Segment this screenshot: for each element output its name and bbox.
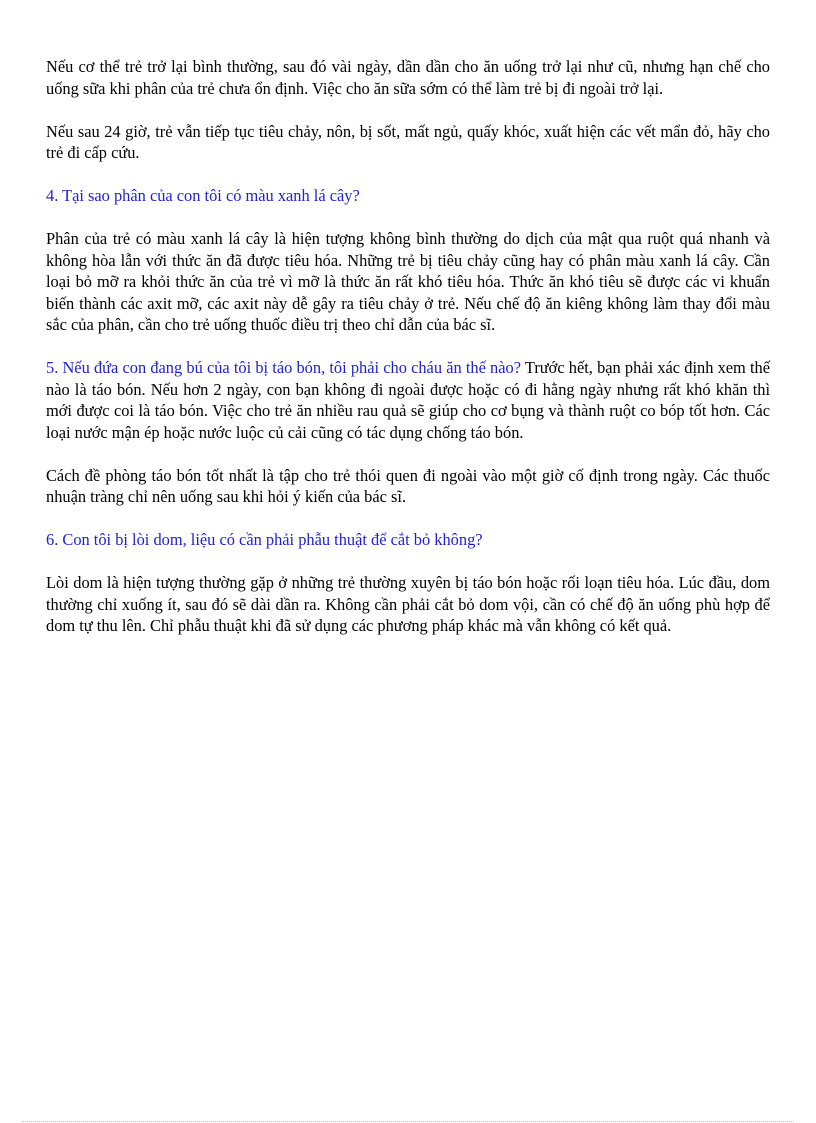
- paragraph-4-text: Phân của trẻ có màu xanh lá cây là hiện tượng không bình thường do dịch của mật qua ruột quá nhanh và không hòa lẫn với thức ăn đã được tiêu hóa. Những trẻ bị tiêu chảy cũng hay có phân màu xanh lá cây. Cần loại bỏ mỡ ra khỏi thức ăn của trẻ vì mỡ là thức ăn rất khó tiêu hóa. Thức ăn khó tiêu sẽ được các vi khuẩn biến thành các axit mỡ, các axit này dễ gây ra tiêu chảy ở trẻ. Nếu chế độ ăn kiêng không làm thay đổi màu sắc của phân, cần cho trẻ uống thuốc điều trị theo chỉ dẫn của bác sĩ.: [46, 229, 770, 334]
- paragraph-1: [46, 56, 770, 99]
- paragraph-6-text: Cách đề phòng táo bón tốt nhất là tập cho trẻ thói quen đi ngoài vào một giờ cố định trong ngày. Các thuốc nhuận tràng chỉ nên uống sau khi hỏi ý kiến của bác sĩ.: [46, 465, 770, 506]
- question-5-heading-text: 5. Nếu đứa con đang bú của tôi bị táo bón, tôi phải cho cháu ăn thế nào?: [46, 358, 521, 377]
- paragraph-8-text: Lòi dom là hiện tượng thường gặp ở những trẻ thường xuyên bị táo bón hoặc rối loạn tiêu hóa. Lúc đầu, dom thường chỉ xuống ít, sau đó sẽ dài dần ra. Không cần phải cắt bỏ dom vội, cần có chế độ ăn uống phù hợp để dom tự thu lên. Chỉ phẫu thuật khi đã sử dụng các phương pháp khác mà vẫn không có kết quả.: [46, 573, 770, 635]
- paragraph-1-text: Nếu cơ thể trẻ trở lại bình thường, sau đó vài ngày, dần dần cho ăn uống trở lại như cũ, nhưng hạn chế cho uống sữa khi phân của trẻ chưa ổn định. Việc cho ăn sữa sớm có thể làm trẻ bị đi ngoài trở lại.: [46, 57, 770, 98]
- question-4-heading-text: 4. Tại sao phân của con tôi có màu xanh lá cây?: [46, 186, 360, 205]
- paragraph-6: [46, 465, 770, 508]
- paragraph-2-text: Nếu sau 24 giờ, trẻ vẫn tiếp tục tiêu chảy, nôn, bị sốt, mất ngủ, quấy khóc, xuất hiện các vết mẩn đỏ, hãy cho trẻ đi cấp cứu.: [46, 121, 770, 162]
- question-5-answer-text: Trước hết, bạn phải xác định xem thế nào là táo bón. Nếu hơn 2 ngày, con bạn không đi ngoài được hoặc có đi hằng ngày nhưng rất khó khăn thì mới được coi là táo bón. Việc cho trẻ ăn nhiều rau quả sẽ giúp cho cơ bụng và thành ruột co bóp tốt hơn. Các loại nước mận ép hoặc nước luộc củ cải cũng có tác dụng chống táo bón.: [46, 358, 770, 442]
- document-page: [46, 56, 770, 658]
- paragraph-8: [46, 572, 770, 637]
- question-4-heading: [46, 185, 770, 207]
- page-bottom-border: [22, 1121, 794, 1122]
- question-6-heading-text: 6. Con tôi bị lòi dom, liệu có cần phải phẫu thuật để cắt bỏ không?: [46, 530, 483, 549]
- paragraph-2: [46, 121, 770, 164]
- question-5-paragraph: [46, 357, 770, 443]
- question-6-heading: [46, 529, 770, 551]
- paragraph-4: [46, 228, 770, 336]
